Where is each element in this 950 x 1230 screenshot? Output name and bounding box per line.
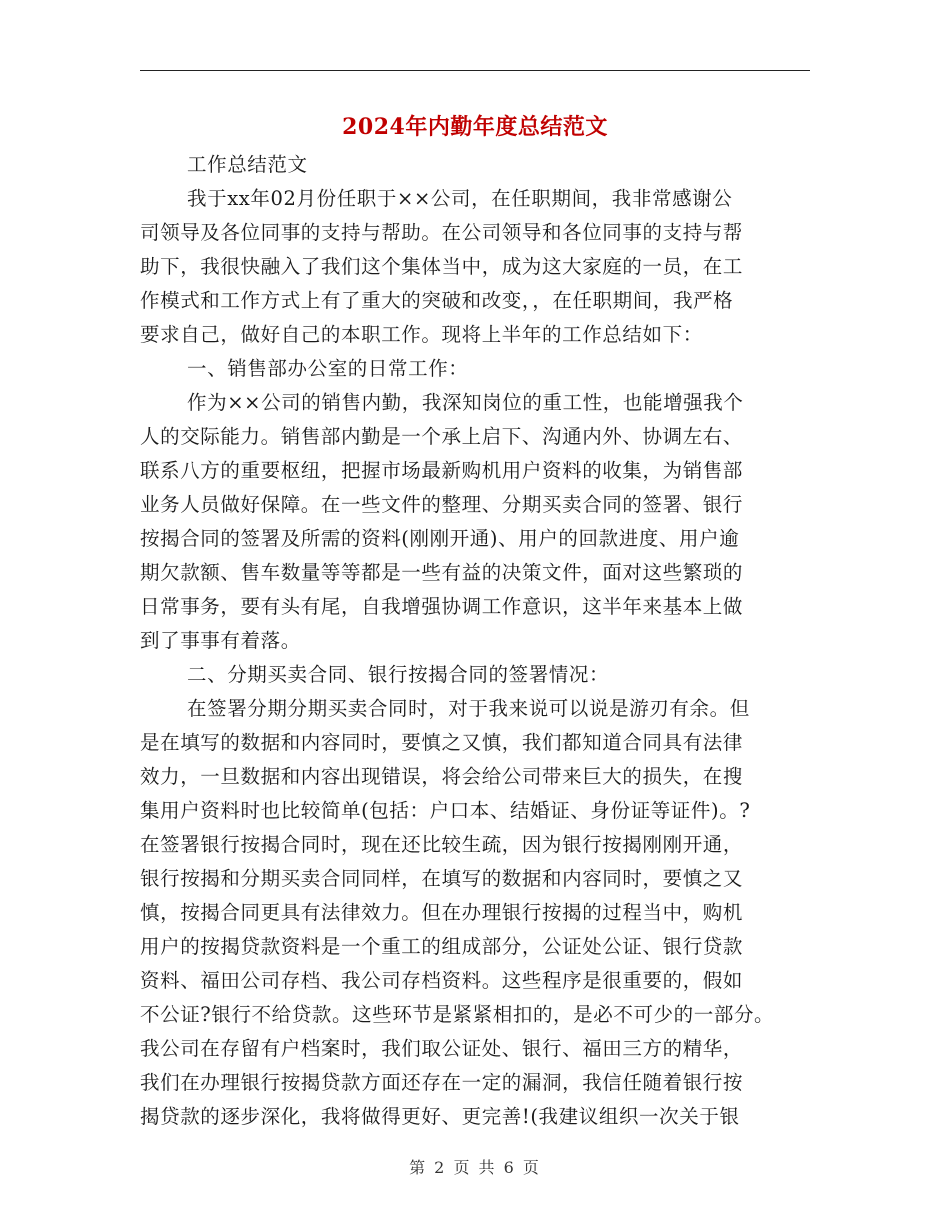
body-line: 集用户资料时也比较简单(包括：户口本、结婚证、身份证等证件)。? (140, 799, 751, 822)
body-line: 人的交际能力。销售部内勤是一个承上启下、沟通内外、协调左右、 (140, 425, 744, 448)
body-line: 我们在办理银行按揭贷款方面还存在一定的漏洞，我信任随着银行按 (140, 1071, 744, 1094)
body-line: 作为××公司的销售内勤，我深知岗位的重工性，也能增强我个 (187, 391, 744, 414)
body-line: 是在填写的数据和内容同时，要慎之又慎，我们都知道合同具有法律 (140, 731, 744, 754)
body-line: 用户的按揭贷款资料是一个重工的组成部分，公证处公证、银行贷款 (140, 935, 744, 958)
body-line: 日常事务，要有头有尾，自我增强协调工作意识，这半年来基本上做 (140, 595, 744, 618)
body-line: 司领导及各位同事的支持与帮助。在公司领导和各位同事的支持与帮 (140, 221, 744, 244)
body-line: 二、分期买卖合同、银行按揭合同的签署情况： (187, 663, 610, 686)
body-line: 要求自己，做好自己的本职工作。现将上半年的工作总结如下： (140, 323, 703, 346)
body-line: 我公司在存留有户档案时，我们取公证处、银行、福田三方的精华， (140, 1037, 744, 1060)
header-rule (140, 70, 810, 71)
body-line: 揭贷款的逐步深化，我将做得更好、更完善!(我建议组织一次关于银 (140, 1105, 740, 1128)
body-line: 助下，我很快融入了我们这个集体当中，成为这大家庭的一员，在工 (140, 255, 744, 278)
body-line: 到了事事有着落。 (140, 629, 301, 652)
document-body (140, 148, 830, 1134)
body-line: 工作总结范文 (187, 153, 308, 176)
body-line: 银行按揭和分期买卖合同同样，在填写的数据和内容同时，要慎之又 (140, 867, 744, 890)
body-line: 我于xx年02月份任职于××公司，在任职期间，我非常感谢公 (187, 187, 733, 210)
body-line: 业务人员做好保障。在一些文件的整理、分期买卖合同的签署、银行 (140, 493, 744, 516)
body-line: 不公证?银行不给贷款。这些环节是紧紧相扣的，是必不可少的一部分。 (140, 1003, 775, 1026)
body-line: 慎，按揭合同更具有法律效力。但在办理银行按揭的过程当中，购机 (140, 901, 744, 924)
body-line: 在签署分期分期买卖合同时，对于我来说可以说是游刃有余。但 (187, 697, 750, 720)
document-title: 2024年内勤年度总结范文 (342, 114, 608, 140)
body-line: 期欠款额、售车数量等等都是一些有益的决策文件，面对这些繁琐的 (140, 561, 744, 584)
page-number-footer: 第 2 页 共 6 页 (409, 1158, 541, 1177)
body-line: 联系八方的重要枢纽，把握市场最新购机用户资料的收集，为销售部 (140, 459, 744, 482)
body-line: 在签署银行按揭合同时，现在还比较生疏，因为银行按揭刚刚开通， (140, 833, 744, 856)
body-line: 按揭合同的签署及所需的资料(刚刚开通)、用户的回款进度、用户逾 (140, 527, 740, 550)
body-line: 资料、福田公司存档、我公司存档资料。这些程序是很重要的，假如 (140, 969, 744, 992)
body-line: 效力，一旦数据和内容出现错误，将会给公司带来巨大的损失，在搜 (140, 765, 744, 788)
body-line: 作模式和工作方式上有了重大的突破和改变，，在任职期间，我严格 (140, 289, 734, 312)
body-line: 一、销售部办公室的日常工作： (187, 357, 469, 380)
